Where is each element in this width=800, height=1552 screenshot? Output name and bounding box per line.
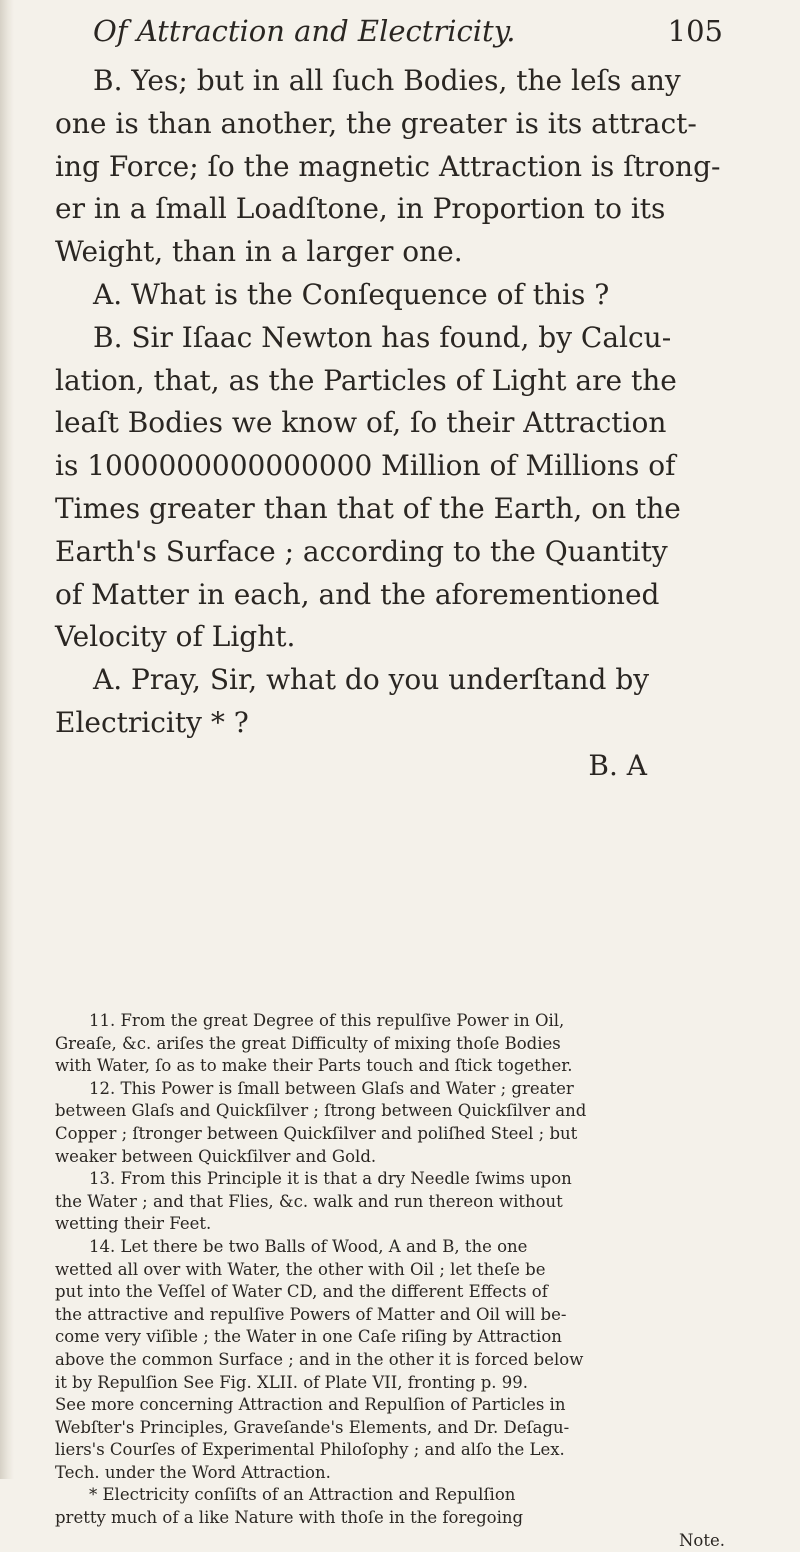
text-line: Electricity * ?	[55, 705, 249, 739]
footnote-line: Greaſe, &c. ariſes the great Difficulty of mixing thoſe Bodies	[55, 1033, 561, 1053]
footnote-line: above the common Surface ; and in the other it is forced below	[55, 1349, 584, 1369]
text-line: A. Pray, Sir, what do you underſtand by	[93, 663, 650, 697]
catchword-note: Note.	[678, 1530, 725, 1550]
footnote-line: Webſter's Principles, Graveſande's Elements, and Dr. Deſagu-	[55, 1417, 570, 1437]
footnote-line: 11. From the great Degree of this repulſive Power in Oil,	[89, 1011, 565, 1030]
footnote-line: 14. Let there be two Balls of Wood, A and B, the one	[89, 1236, 528, 1256]
footnote-line: liers's Courſes of Experimental Philoſophy ; and alſo the Lex.	[55, 1440, 565, 1460]
footnotes	[55, 1010, 750, 1552]
text-line: Weight, than in a larger one.	[55, 235, 463, 269]
page-binding-shadow	[0, 0, 14, 1479]
text-line: Earth's Surface ; according to the Quantity	[55, 534, 668, 568]
footnote-line: See more concerning Attraction and Repulſion of Particles in	[55, 1395, 566, 1415]
footnote-line: Tech. under the Word Attraction.	[55, 1462, 331, 1482]
footnote-line: 13. From this Principle it is that a dry Needle ſwims upon	[89, 1169, 572, 1189]
text-line: A. What is the Conſequence of this ?	[93, 277, 610, 311]
main-text	[55, 60, 735, 788]
footnote-line: it by Repulſion See Fig. XLII. of Plate VII, fronting p. 99.	[55, 1372, 528, 1392]
text-line: ing Force; ſo the magnetic Attraction is ſtrong-	[55, 149, 721, 183]
footnote-line: the Water ; and that Flies, &c. walk and run thereon without	[55, 1191, 563, 1211]
footnote-line: come very viſible ; the Water in one Caſe riſing by Attraction	[55, 1327, 562, 1347]
text-line: Velocity of Light.	[55, 620, 296, 654]
footnote-line: with Water, ſo as to make their Parts touch and ſtick together.	[55, 1056, 573, 1076]
footnote-line: 12. This Power is ſmall between Glaſs and Water ; greater	[89, 1078, 574, 1098]
text-line: B. Sir Iſaac Newton has found, by Calcu-	[93, 320, 672, 354]
catchword: B. A	[588, 748, 647, 782]
footnote-line: Copper ; ſtronger between Quickſilver and poliſhed Steel ; but	[55, 1123, 578, 1143]
text-line: B. Yes; but in all ſuch Bodies, the leſs any	[93, 64, 681, 97]
text-line: is 1000000000000000 Million of Millions of	[55, 449, 676, 483]
page-number: 105	[667, 14, 723, 48]
running-head	[93, 14, 723, 54]
text-line: one is than another, the greater is its attract-	[55, 106, 697, 140]
text-line: er in a ſmall Loadſtone, in Proportion to its	[55, 192, 666, 226]
footnote-line: * Electricity conſiſts of an Attraction and Repulſion	[89, 1485, 516, 1505]
footnote-line: between Glaſs and Quickſilver ; ſtrong between Quickſilver and	[55, 1101, 587, 1121]
footnote-line: put into the Veſſel of Water CD, and the different Effects of	[55, 1282, 548, 1302]
footnote-line: the attractive and repulſive Powers of Matter and Oil will be-	[55, 1304, 567, 1324]
text-line: of Matter in each, and the aforementioned	[55, 577, 660, 611]
text-line: Times greater than that of the Earth, on the	[55, 491, 681, 525]
footnote-line: wetted all over with Water, the other with Oil ; let theſe be	[55, 1259, 546, 1279]
footnote-line: weaker between Quickſilver and Gold.	[55, 1146, 377, 1166]
text-line: lation, that, as the Particles of Light are the	[55, 363, 677, 397]
text-line: leaſt Bodies we know of, ſo their Attraction	[55, 406, 667, 440]
running-head-title: Of Attraction and Electricity.	[93, 14, 516, 48]
footnote-line: wetting their Feet.	[55, 1214, 212, 1234]
footnote-line: pretty much of a like Nature with thoſe in the foregoing	[55, 1508, 524, 1528]
